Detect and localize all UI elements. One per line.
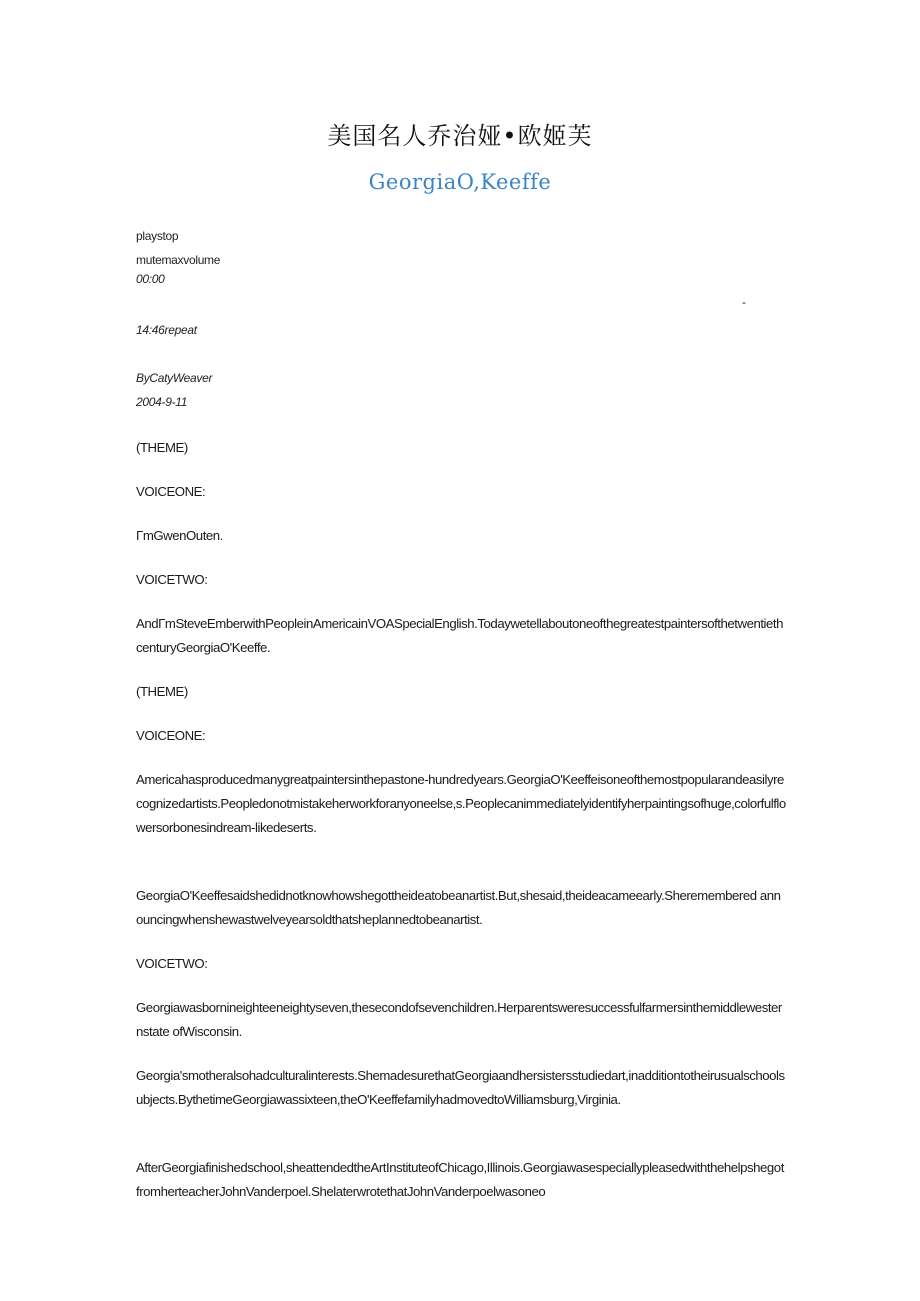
paragraph: Georgia'smotheralsohadculturalinterests.ShemadesurethatGeorgiaandhersistersstudiedart,inadditiontotheirusualschoolsubjects.BythetimeGeorgiawassixteen,theO'KeeffefamilyhadmovedtoWilliamsburg,Virginia. <box>136 1068 785 1107</box>
player-time-start: 00:00 <box>136 272 165 286</box>
paragraph: ΓmGwenOuten. <box>136 528 223 543</box>
player-controls-play-stop: playstop <box>136 229 179 243</box>
paragraph: AfterGeorgiafinishedschool,sheattendedtheArtInstituteofChicago,Illinois.GeorgiawasespeciallypleasedwiththehelpshegotfromherteacherJohnVanderpoel.ShelaterwrotethatJohnVanderpoelwasoneo <box>136 1160 784 1199</box>
paragraph: VOICEONE: <box>136 484 206 499</box>
paragraph: Americahasproducedmanygreatpaintersinthepastone-hundredyears.GeorgiaO'Keeffeisoneofthemostpopularandeasilyrecognizedartists.Peopledonotmistakeherworkforanyoneelse,s.Peoplecanimmediatelyidentifyherpaintingsofhuge,colorfulflowersorbonesindream-likedeserts. <box>136 772 786 835</box>
paragraph: (THEME) <box>136 440 188 455</box>
paragraph: (THEME) <box>136 684 188 699</box>
paragraph: Georgiawasbornineighteeneightyseven,thesecondofsevenchildren.Herparentsweresuccessfulfarmersinthemiddlewesternstate ofWisconsin. <box>136 1000 782 1039</box>
title-chinese: 美国名人乔治娅•欧姬芙 <box>327 122 593 150</box>
paragraph: VOICEONE: <box>136 728 206 743</box>
player-progress-dash: - <box>742 295 746 309</box>
paragraph: VOICETWO: <box>136 572 208 587</box>
date: 2004-9-11 <box>136 395 188 409</box>
title-english: GeorgiaO,Keeffe <box>368 170 552 194</box>
player-controls-volume: mutemaxvolume <box>136 253 221 267</box>
paragraph: VOICETWO: <box>136 956 208 971</box>
player-duration-repeat: 14:46repeat <box>136 323 197 337</box>
byline: ByCatyWeaver <box>136 371 213 385</box>
paragraph: AndΓmSteveEmberwithPeopleinAmericainVOASpecialEnglish.TodaywetellaboutoneofthegreatestpaintersofthetwentiethcenturyGeorgiaO'Keeffe. <box>136 616 784 655</box>
paragraph: GeorgiaO'Keeffesaidshedidnotknowhowshegottheideatobeanartist.But,shesaid,theideacameearly.Sheremembered announcingwhenshewastwelveyearsoldthatsheplannedtobeanartist. <box>136 888 781 927</box>
